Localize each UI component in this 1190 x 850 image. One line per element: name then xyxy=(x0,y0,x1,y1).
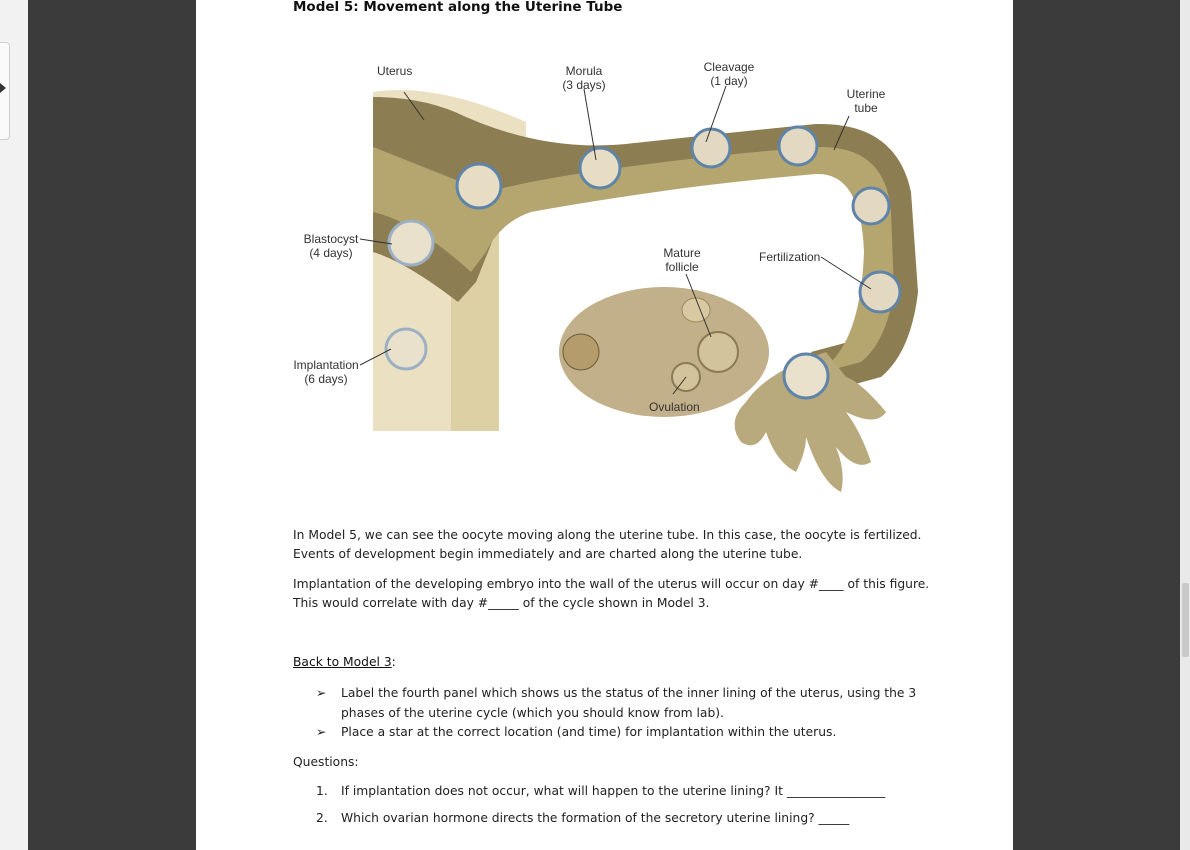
bullet-arrow-icon: ➢ xyxy=(316,686,327,700)
ovulated-oocyte xyxy=(784,354,828,398)
question-2-text: Which ovarian hormone directs the formation of the secretory uterine lining? _____ xyxy=(341,811,850,825)
back-heading-colon: : xyxy=(391,655,396,669)
early-morula xyxy=(457,164,501,208)
label-cleavage-days: (1 day) xyxy=(710,74,748,88)
back-to-model-heading xyxy=(293,655,396,669)
label-morula-days: (3 days) xyxy=(562,78,606,92)
questions-heading: Questions: xyxy=(293,755,359,769)
label-blastocyst-days: (4 days) xyxy=(309,246,353,260)
label-cleavage-name: Cleavage xyxy=(703,60,755,74)
label-mature-follicle-2: follicle xyxy=(665,260,699,274)
label-uterus: Uterus xyxy=(377,64,413,78)
paragraph-2-line-1: Implantation of the developing embryo into the wall of the uterus will occur on day #____ of this figure. xyxy=(293,577,930,591)
label-blastocyst xyxy=(301,232,361,260)
label-ovulation: Ovulation xyxy=(649,400,700,414)
page-title: Model 5: Movement along the Uterine Tube xyxy=(293,0,623,15)
label-morula-name: Morula xyxy=(565,64,603,78)
blastocyst-stage xyxy=(389,221,433,265)
paragraph-1-line-2: Events of development begin immediately and are charted along the uterine tube. xyxy=(293,547,803,561)
morula-stage xyxy=(580,148,620,188)
label-blastocyst-name: Blastocyst xyxy=(303,232,359,246)
label-uterine-tube-1: Uterine xyxy=(846,87,886,101)
question-2-number: 2. xyxy=(316,811,328,825)
bullet-1-line-2: phases of the uterine cycle (which you should know from lab). xyxy=(341,706,724,720)
implantation-stage xyxy=(386,329,426,369)
label-morula xyxy=(554,64,614,92)
vertical-scrollbar[interactable] xyxy=(1180,0,1190,850)
question-1-text: If implantation does not occur, what will happen to the uterine lining? It ________________ xyxy=(341,784,886,798)
label-mature-follicle xyxy=(652,246,712,274)
uterine-tube-illustration xyxy=(286,52,936,504)
label-uterine-tube xyxy=(834,87,898,115)
two-cell-stage xyxy=(779,127,817,165)
zygote xyxy=(853,188,889,224)
follicle-large xyxy=(698,332,738,372)
cleavage-stage xyxy=(692,129,730,167)
label-cleavage xyxy=(694,60,764,88)
follicle xyxy=(682,298,710,322)
corpus-luteum xyxy=(563,334,599,370)
label-implantation xyxy=(291,358,361,386)
label-mature-follicle-1: Mature xyxy=(663,246,701,260)
paragraph-1-line-1: In Model 5, we can see the oocyte moving along the uterine tube. In this case, the oocyte is fertilized. xyxy=(293,528,922,542)
label-implantation-name: Implantation xyxy=(293,358,359,372)
bullet-2-line-1: Place a star at the correct location (and time) for implantation within the uterus. xyxy=(341,725,837,739)
back-heading-text: Back to Model 3 xyxy=(293,655,392,669)
bullet-arrow-icon: ➢ xyxy=(316,725,327,739)
label-uterine-tube-2: tube xyxy=(854,101,878,115)
bullet-1-line-1: Label the fourth panel which shows us the status of the inner lining of the uterus, using the 3 xyxy=(341,686,917,700)
paragraph-2-line-2: This would correlate with day #_____ of the cycle shown in Model 3. xyxy=(293,596,710,610)
expand-arrow-icon[interactable] xyxy=(0,83,6,93)
label-implantation-days: (6 days) xyxy=(304,372,348,386)
uterine-tube-figure xyxy=(286,52,936,504)
scrollbar-thumb[interactable] xyxy=(1182,583,1189,657)
document-page xyxy=(196,0,1013,850)
fertilization-oocyte xyxy=(860,272,900,312)
question-1-number: 1. xyxy=(316,784,328,798)
label-fertilization: Fertilization xyxy=(759,250,821,264)
